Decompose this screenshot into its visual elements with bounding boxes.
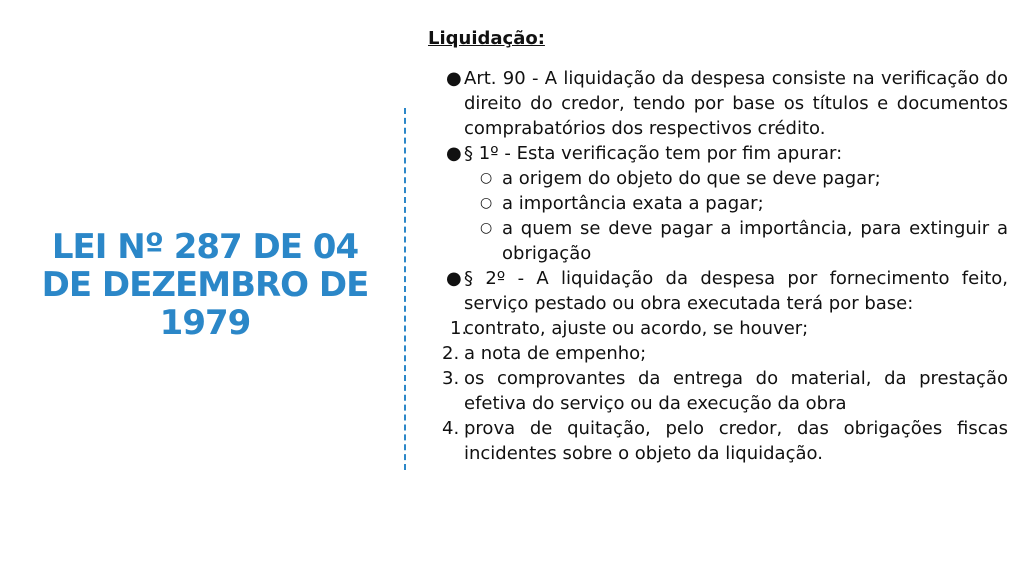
bullet-dot-icon: ● (446, 68, 462, 89)
law-title-line-3: 1979 (159, 303, 251, 343)
sub-item-text: a importância exata a pagar; (502, 193, 764, 214)
bullet-item (428, 141, 1008, 166)
numbered-item (428, 416, 1008, 466)
numbered-item-text: os comprovantes da entrega do material, da prestação efetiva do serviço ou da execução da obra (464, 368, 1008, 414)
law-title-line-1: LEI Nº 287 DE 04 (51, 227, 359, 267)
item-number: 4. (442, 418, 460, 439)
numbered-item-text: prova de quitação, pelo credor, das obrigações fiscas incidentes sobre o objeto da liquidação. (464, 418, 1008, 464)
numbered-item-text: a nota de empenho; (464, 343, 647, 364)
bullet-item (428, 266, 1008, 316)
item-number: 1. (450, 318, 468, 339)
numbered-item (428, 341, 1008, 366)
sub-item-text: a origem do objeto do que se deve pagar; (502, 168, 881, 189)
bullet-text: Art. 90 - A liquidação da despesa consiste na verificação do direito do credor, tendo por base os títulos e documentos comprabatórios dos respectivos crédito. (464, 68, 1008, 139)
sub-item (428, 166, 1008, 191)
numbered-item (428, 316, 1008, 341)
sub-item (428, 216, 1008, 266)
numbered-item (428, 366, 1008, 416)
item-number: 2. (442, 343, 460, 364)
numbered-item-text: contrato, ajuste ou acordo, se houver; (464, 318, 809, 339)
circle-bullet-icon: ○ (480, 195, 493, 211)
content-panel (428, 26, 1008, 466)
circle-bullet-icon: ○ (480, 220, 493, 236)
bullet-dot-icon: ● (446, 268, 462, 289)
sub-item-text: a quem se deve pagar a importância, para extinguir a obrigação (502, 218, 1008, 264)
law-title (20, 228, 390, 342)
section-heading: Liquidação: (428, 28, 545, 49)
circle-bullet-icon: ○ (480, 170, 493, 186)
bullet-item (428, 66, 1008, 141)
sub-item (428, 191, 1008, 216)
item-number: 3. (442, 368, 460, 389)
law-title-line-2: DE DEZEMBRO DE (41, 265, 369, 305)
bullet-text: § 2º - A liquidação da despesa por fornecimento feito, serviço pestado ou obra executada terá por base: (464, 268, 1008, 314)
dashed-divider (404, 108, 406, 470)
bullet-text: § 1º - Esta verificação tem por fim apurar: (464, 143, 843, 164)
bullet-dot-icon: ● (446, 143, 462, 164)
